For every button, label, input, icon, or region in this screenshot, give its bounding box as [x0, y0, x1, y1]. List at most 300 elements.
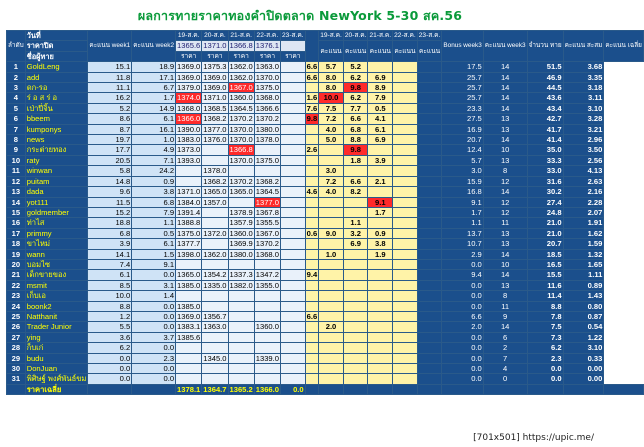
average-score: 1.22: [563, 332, 604, 342]
total-score: 16.5: [527, 259, 563, 269]
day-score: [393, 166, 418, 176]
week1-score: 20.5: [88, 155, 132, 165]
day-score: [343, 322, 368, 332]
week3-score: 0.0: [442, 343, 483, 353]
day-score: [305, 280, 319, 290]
header-date: 23-ส.ค.: [281, 32, 304, 39]
table-row: [7, 187, 644, 197]
price-guess: 1377.0: [255, 197, 279, 207]
week2-score: 9.1: [132, 259, 176, 269]
price-guess: [202, 291, 228, 301]
player-name: GoldLeng: [25, 62, 88, 72]
price-guess: [280, 207, 305, 217]
guess-count: 13: [483, 239, 527, 249]
average-score: 3.68: [563, 62, 604, 72]
day-score: [343, 343, 368, 353]
day-score: 8.2: [343, 187, 368, 197]
row-index: 9: [7, 145, 26, 155]
day-score: 9.8: [306, 114, 318, 124]
table-row: [7, 83, 644, 93]
day-score: [305, 364, 319, 374]
price-guess: 1364.5: [255, 187, 279, 197]
row-index: 18: [7, 239, 26, 249]
guess-count: 8: [483, 291, 527, 301]
price-guess: 1388.8: [177, 218, 201, 228]
week1-score: 6.1: [88, 270, 132, 280]
table-row: [7, 62, 644, 72]
week3-score: 13.7: [442, 228, 483, 238]
total-score: 46.9: [527, 72, 563, 82]
price-guess: 1378.0: [203, 166, 227, 176]
row-index: 29: [7, 353, 26, 363]
week2-score: 17.1: [132, 72, 176, 82]
price-guess: 1360.0: [229, 93, 253, 103]
price-guess: [176, 291, 202, 301]
table-row: [7, 343, 644, 353]
price-guess: [280, 93, 305, 103]
day-score: [393, 322, 418, 332]
day-score: 7.5: [319, 103, 344, 113]
header-date: 21-ส.ค.: [369, 32, 392, 39]
day-score: [393, 301, 418, 311]
price-guess: 1366.0: [177, 114, 201, 124]
price-guess: [280, 239, 305, 249]
week3-score: 0.0: [442, 332, 483, 342]
price-guess: [254, 311, 280, 321]
player-name: DonJuan: [25, 364, 88, 374]
price-guess: [280, 114, 305, 124]
price-guess: [280, 364, 305, 374]
player-name: Trader Junior: [25, 322, 88, 332]
total-score: 7.5: [527, 322, 563, 332]
week1-score: 7.4: [88, 259, 132, 269]
header-score: คะแนน: [343, 41, 368, 62]
price-guess: 1370.2: [255, 114, 279, 124]
total-score: 44.5: [527, 83, 563, 93]
bonus-week3: [417, 155, 442, 165]
day-score: 7.7: [343, 103, 368, 113]
week1-score: 5.8: [88, 166, 132, 176]
price-guess: 1335.0: [203, 280, 227, 290]
week2-score: 0.0: [132, 364, 176, 374]
row-index: 16: [7, 218, 26, 228]
player-name: primmy: [25, 228, 88, 238]
week2-score: 0.9: [132, 176, 176, 186]
price-guess: 1360.0: [255, 322, 279, 332]
week1-score: 15.2: [88, 207, 132, 217]
average-label: ราคาเฉลี่ย: [25, 384, 88, 394]
price-guess: 1362.0: [229, 72, 253, 82]
average-score: 2.16: [563, 187, 604, 197]
table-row: [7, 291, 644, 301]
day-score: [393, 311, 418, 321]
bonus-week3: [417, 343, 442, 353]
price-guess: [228, 166, 254, 176]
day-score: 6.2: [343, 72, 368, 82]
bonus-week3: [417, 135, 442, 145]
average-score: 0.33: [563, 353, 604, 363]
week2-score: 3.8: [132, 187, 176, 197]
day-score: [368, 259, 393, 269]
spacer-column: [305, 384, 319, 394]
week3-score: 0.0: [442, 280, 483, 290]
table-row: [7, 166, 644, 176]
total-score: 33.3: [527, 155, 563, 165]
price-guess: [280, 332, 305, 342]
week1-score: 8.6: [88, 114, 132, 124]
day-score: 3.2: [343, 228, 368, 238]
price-guess: [228, 197, 254, 207]
week2-score: 0.0: [132, 322, 176, 332]
average-score: 0.00: [563, 374, 604, 384]
table-row: [7, 114, 644, 124]
price-guess: 1367.8: [255, 207, 279, 217]
guess-count: 13: [483, 280, 527, 290]
day-score: [393, 72, 418, 82]
day-score: [343, 374, 368, 384]
price-guess: 1368.0: [255, 93, 279, 103]
week3-score: 17.5: [442, 62, 483, 72]
price-guess: [280, 228, 305, 238]
header-week3: คะแนน week3: [483, 31, 527, 62]
empty-cell: [442, 384, 483, 394]
day-score: 4.1: [368, 114, 393, 124]
total-score: 41.4: [527, 135, 563, 145]
bonus-week3: [417, 187, 442, 197]
day-score: 9.1: [368, 197, 393, 207]
price-guess: [202, 145, 228, 155]
day-score: 1.1: [343, 218, 368, 228]
price-guess: 1385.0: [177, 280, 201, 290]
average-score: 3.11: [563, 93, 604, 103]
price-guess: [254, 343, 280, 353]
price-guess: [254, 259, 280, 269]
guess-count: 14: [483, 187, 527, 197]
total-score: 30.2: [527, 187, 563, 197]
guess-count: 11: [483, 218, 527, 228]
price-guess: 1355.0: [255, 280, 279, 290]
price-guess: 1369.9: [229, 239, 253, 249]
table-row: [7, 145, 644, 155]
week3-score: 16.9: [442, 124, 483, 134]
week2-score: 0.0: [132, 270, 176, 280]
day-score: 9.8: [343, 83, 368, 93]
day-score: [393, 259, 418, 269]
price-guess: [228, 374, 254, 384]
week2-score: 3.1: [132, 280, 176, 290]
price-guess: 1347.2: [255, 270, 279, 280]
week2-score: 24.2: [132, 166, 176, 176]
row-index: 13: [7, 187, 26, 197]
empty-cell: [417, 384, 442, 394]
day-score: [319, 332, 344, 342]
day-score: [343, 301, 368, 311]
header-day: วันที่: [25, 31, 88, 41]
average-score: 2.07: [563, 207, 604, 217]
bonus-week3: [417, 197, 442, 207]
average-price: 1378.1: [177, 384, 201, 394]
total-score: 27.4: [527, 197, 563, 207]
day-score: [393, 332, 418, 342]
week2-score: 1.1: [132, 218, 176, 228]
average-score: 1.43: [563, 291, 604, 301]
results-table: [6, 30, 644, 395]
row-index: 26: [7, 322, 26, 332]
bonus-week3: [417, 259, 442, 269]
total-score: 7.3: [527, 332, 563, 342]
guess-count: 13: [483, 155, 527, 165]
price-guess: 1339.0: [255, 353, 279, 363]
day-score: [393, 114, 418, 124]
day-score: 4.0: [319, 124, 344, 134]
player-name: ying: [25, 332, 88, 342]
price-guess: [280, 62, 305, 72]
day-score: [305, 155, 319, 165]
price-guess: [254, 145, 280, 155]
guess-count: 14: [483, 135, 527, 145]
week1-score: 9.6: [88, 187, 132, 197]
week3-score: 1.1: [442, 218, 483, 228]
day-score: [393, 207, 418, 217]
price-guess: 1369.0: [177, 311, 201, 321]
average-row: [7, 384, 644, 394]
day-score: 3.0: [319, 166, 344, 176]
player-name: ขาไหม่: [25, 239, 88, 249]
average-price: 1365.2: [229, 384, 253, 394]
row-index: 31: [7, 374, 26, 384]
day-score: [343, 166, 368, 176]
day-score: [343, 311, 368, 321]
table-row: [7, 364, 644, 374]
total-score: 24.8: [527, 207, 563, 217]
price-guess: [202, 332, 228, 342]
price-guess: [228, 364, 254, 374]
day-score: [393, 135, 418, 145]
day-score: [368, 322, 393, 332]
price-guess: 1370.0: [255, 72, 279, 82]
week3-score: 3.0: [442, 166, 483, 176]
day-score: 1.0: [319, 249, 344, 259]
day-score: [393, 280, 418, 290]
price-guess: 1368.5: [203, 103, 227, 113]
player-name: ร่ อ ส ร่ อ: [25, 93, 88, 103]
header-player: ชื่อผู้ทาย: [25, 51, 88, 61]
table-row: [7, 218, 644, 228]
day-score: [393, 218, 418, 228]
week2-score: 1.5: [132, 249, 176, 259]
week3-score: 0.0: [442, 301, 483, 311]
price-guess: 1357.0: [203, 197, 227, 207]
price-guess: [280, 291, 305, 301]
header-index: ลำดับ: [7, 31, 26, 62]
day-score: [343, 332, 368, 342]
day-score: [393, 176, 418, 186]
day-score: [305, 239, 319, 249]
price-guess: 1370.0: [229, 124, 253, 134]
price-guess: 1378.9: [229, 207, 253, 217]
day-score: 6.6: [343, 176, 368, 186]
player-name: winwan: [25, 166, 88, 176]
day-score: [393, 343, 418, 353]
price-guess: 1382.0: [229, 280, 253, 290]
day-score: [368, 353, 393, 363]
header-date: 22-ส.ค.: [254, 31, 280, 41]
price-guess: [280, 72, 305, 82]
day-score: 8.0: [319, 72, 344, 82]
price-guess: 1370.2: [255, 239, 279, 249]
day-score: [343, 280, 368, 290]
header-date: 21-ส.ค.: [228, 31, 254, 41]
day-score: [343, 207, 368, 217]
header-average: คะแนน เฉลี่ย: [604, 31, 644, 62]
header-date: 19-ส.ค.: [176, 31, 202, 41]
player-name: เป่าปี่จิ้น: [25, 103, 88, 113]
average-price: 1364.7: [203, 384, 227, 394]
price-guess: [228, 311, 254, 321]
day-score: 4.6: [306, 187, 318, 197]
week3-score: 12.4: [442, 145, 483, 155]
week1-score: 14.8: [88, 176, 132, 186]
table-row: [7, 353, 644, 363]
price-guess: 1380.0: [255, 124, 279, 134]
average-score: 3.10: [563, 103, 604, 113]
player-name: ดก-รอ: [25, 83, 88, 93]
empty-cell: [563, 384, 604, 394]
guess-count: 14: [483, 103, 527, 113]
price-guess: 1362.0: [203, 249, 227, 259]
row-index: 17: [7, 228, 26, 238]
player-name: add: [25, 72, 88, 82]
price-guess: 1366.6: [255, 103, 279, 113]
total-score: 31.6: [527, 176, 563, 186]
bonus-week3: [417, 207, 442, 217]
week3-score: 25.7: [442, 72, 483, 82]
day-score: [319, 374, 344, 384]
day-score: [393, 291, 418, 301]
bonus-week3: [417, 72, 442, 82]
price-guess: 1370.2: [229, 176, 253, 186]
guess-count: 4: [483, 364, 527, 374]
price-guess: 1357.9: [229, 218, 253, 228]
player-name: boonk2: [25, 301, 88, 311]
day-score: [319, 207, 344, 217]
price-guess: [202, 343, 228, 353]
average-score: 1.11: [563, 270, 604, 280]
empty-cell: [343, 384, 368, 394]
empty-cell: [88, 384, 132, 394]
price-guess: [202, 155, 228, 165]
price-guess: 1355.5: [255, 218, 279, 228]
total-score: 42.7: [527, 114, 563, 124]
price-guess: [228, 332, 254, 342]
day-score: 8.8: [343, 135, 368, 145]
header-score: คะแนน: [417, 41, 442, 62]
bonus-week3: [417, 166, 442, 176]
player-name: news: [25, 135, 88, 145]
day-score: [319, 259, 344, 269]
header-price: ราคา: [228, 51, 254, 61]
total-score: 2.3: [527, 353, 563, 363]
week2-score: 7.1: [132, 155, 176, 165]
week1-score: 10.0: [88, 291, 132, 301]
average-score: 3.35: [563, 72, 604, 82]
spacer-column: [305, 31, 319, 62]
bonus-week3: [417, 239, 442, 249]
day-score: [305, 249, 319, 259]
price-guess: [202, 239, 228, 249]
price-guess: 1369.0: [177, 72, 201, 82]
price-guess: [280, 103, 305, 113]
day-score: [319, 155, 344, 165]
price-guess: 1367.0: [255, 228, 279, 238]
day-score: [393, 353, 418, 363]
table-row: [7, 155, 644, 165]
bonus-week3: [417, 374, 442, 384]
guess-count: 13: [483, 124, 527, 134]
price-guess: [176, 176, 202, 186]
price-guess: 1371.0: [203, 93, 227, 103]
average-price: 1366.0: [255, 384, 279, 394]
player-name: ท่าไส: [25, 218, 88, 228]
close-price: 1365.6: [177, 41, 201, 51]
day-score: 9.4: [306, 270, 318, 280]
price-guess: 1390.0: [177, 124, 201, 134]
week3-score: 27.5: [442, 114, 483, 124]
bonus-week3: [417, 301, 442, 311]
week2-score: 6.1: [132, 114, 176, 124]
table-row: [7, 301, 644, 311]
row-index: 11: [7, 166, 26, 176]
price-guess: [280, 197, 305, 207]
price-guess: [202, 364, 228, 374]
day-score: [393, 374, 418, 384]
day-score: 6.6: [306, 62, 318, 72]
total-score: 7.8: [527, 311, 563, 321]
price-guess: 1373.0: [177, 145, 201, 155]
empty-cell: [368, 384, 393, 394]
day-score: [319, 145, 344, 155]
results-body: [7, 31, 644, 395]
price-guess: 1385.6: [177, 332, 201, 342]
day-score: 6.2: [343, 93, 368, 103]
price-guess: [202, 301, 228, 311]
price-guess: [280, 311, 305, 321]
player-name: yot111: [25, 197, 88, 207]
day-score: [305, 332, 319, 342]
week2-score: 18.9: [132, 62, 176, 72]
week1-score: 5.2: [88, 103, 132, 113]
week1-score: 11.8: [88, 72, 132, 82]
close-price: 1366.8: [229, 41, 253, 51]
average-score: 2.63: [563, 176, 604, 186]
table-row: [7, 270, 644, 280]
guess-count: 10: [483, 145, 527, 155]
guess-count: 12: [483, 176, 527, 186]
day-score: [319, 364, 344, 374]
average-score: 0.89: [563, 280, 604, 290]
total-score: 41.7: [527, 124, 563, 134]
week2-score: 6.8: [132, 197, 176, 207]
table-row: [7, 228, 644, 238]
day-score: [305, 207, 319, 217]
average-score: 3.18: [563, 83, 604, 93]
row-index: 4: [7, 93, 26, 103]
day-score: [368, 218, 393, 228]
week1-score: 17.7: [88, 145, 132, 155]
player-name: เด็กขายของ: [25, 270, 88, 280]
price-guess: [280, 301, 305, 311]
day-score: 6.6: [343, 114, 368, 124]
